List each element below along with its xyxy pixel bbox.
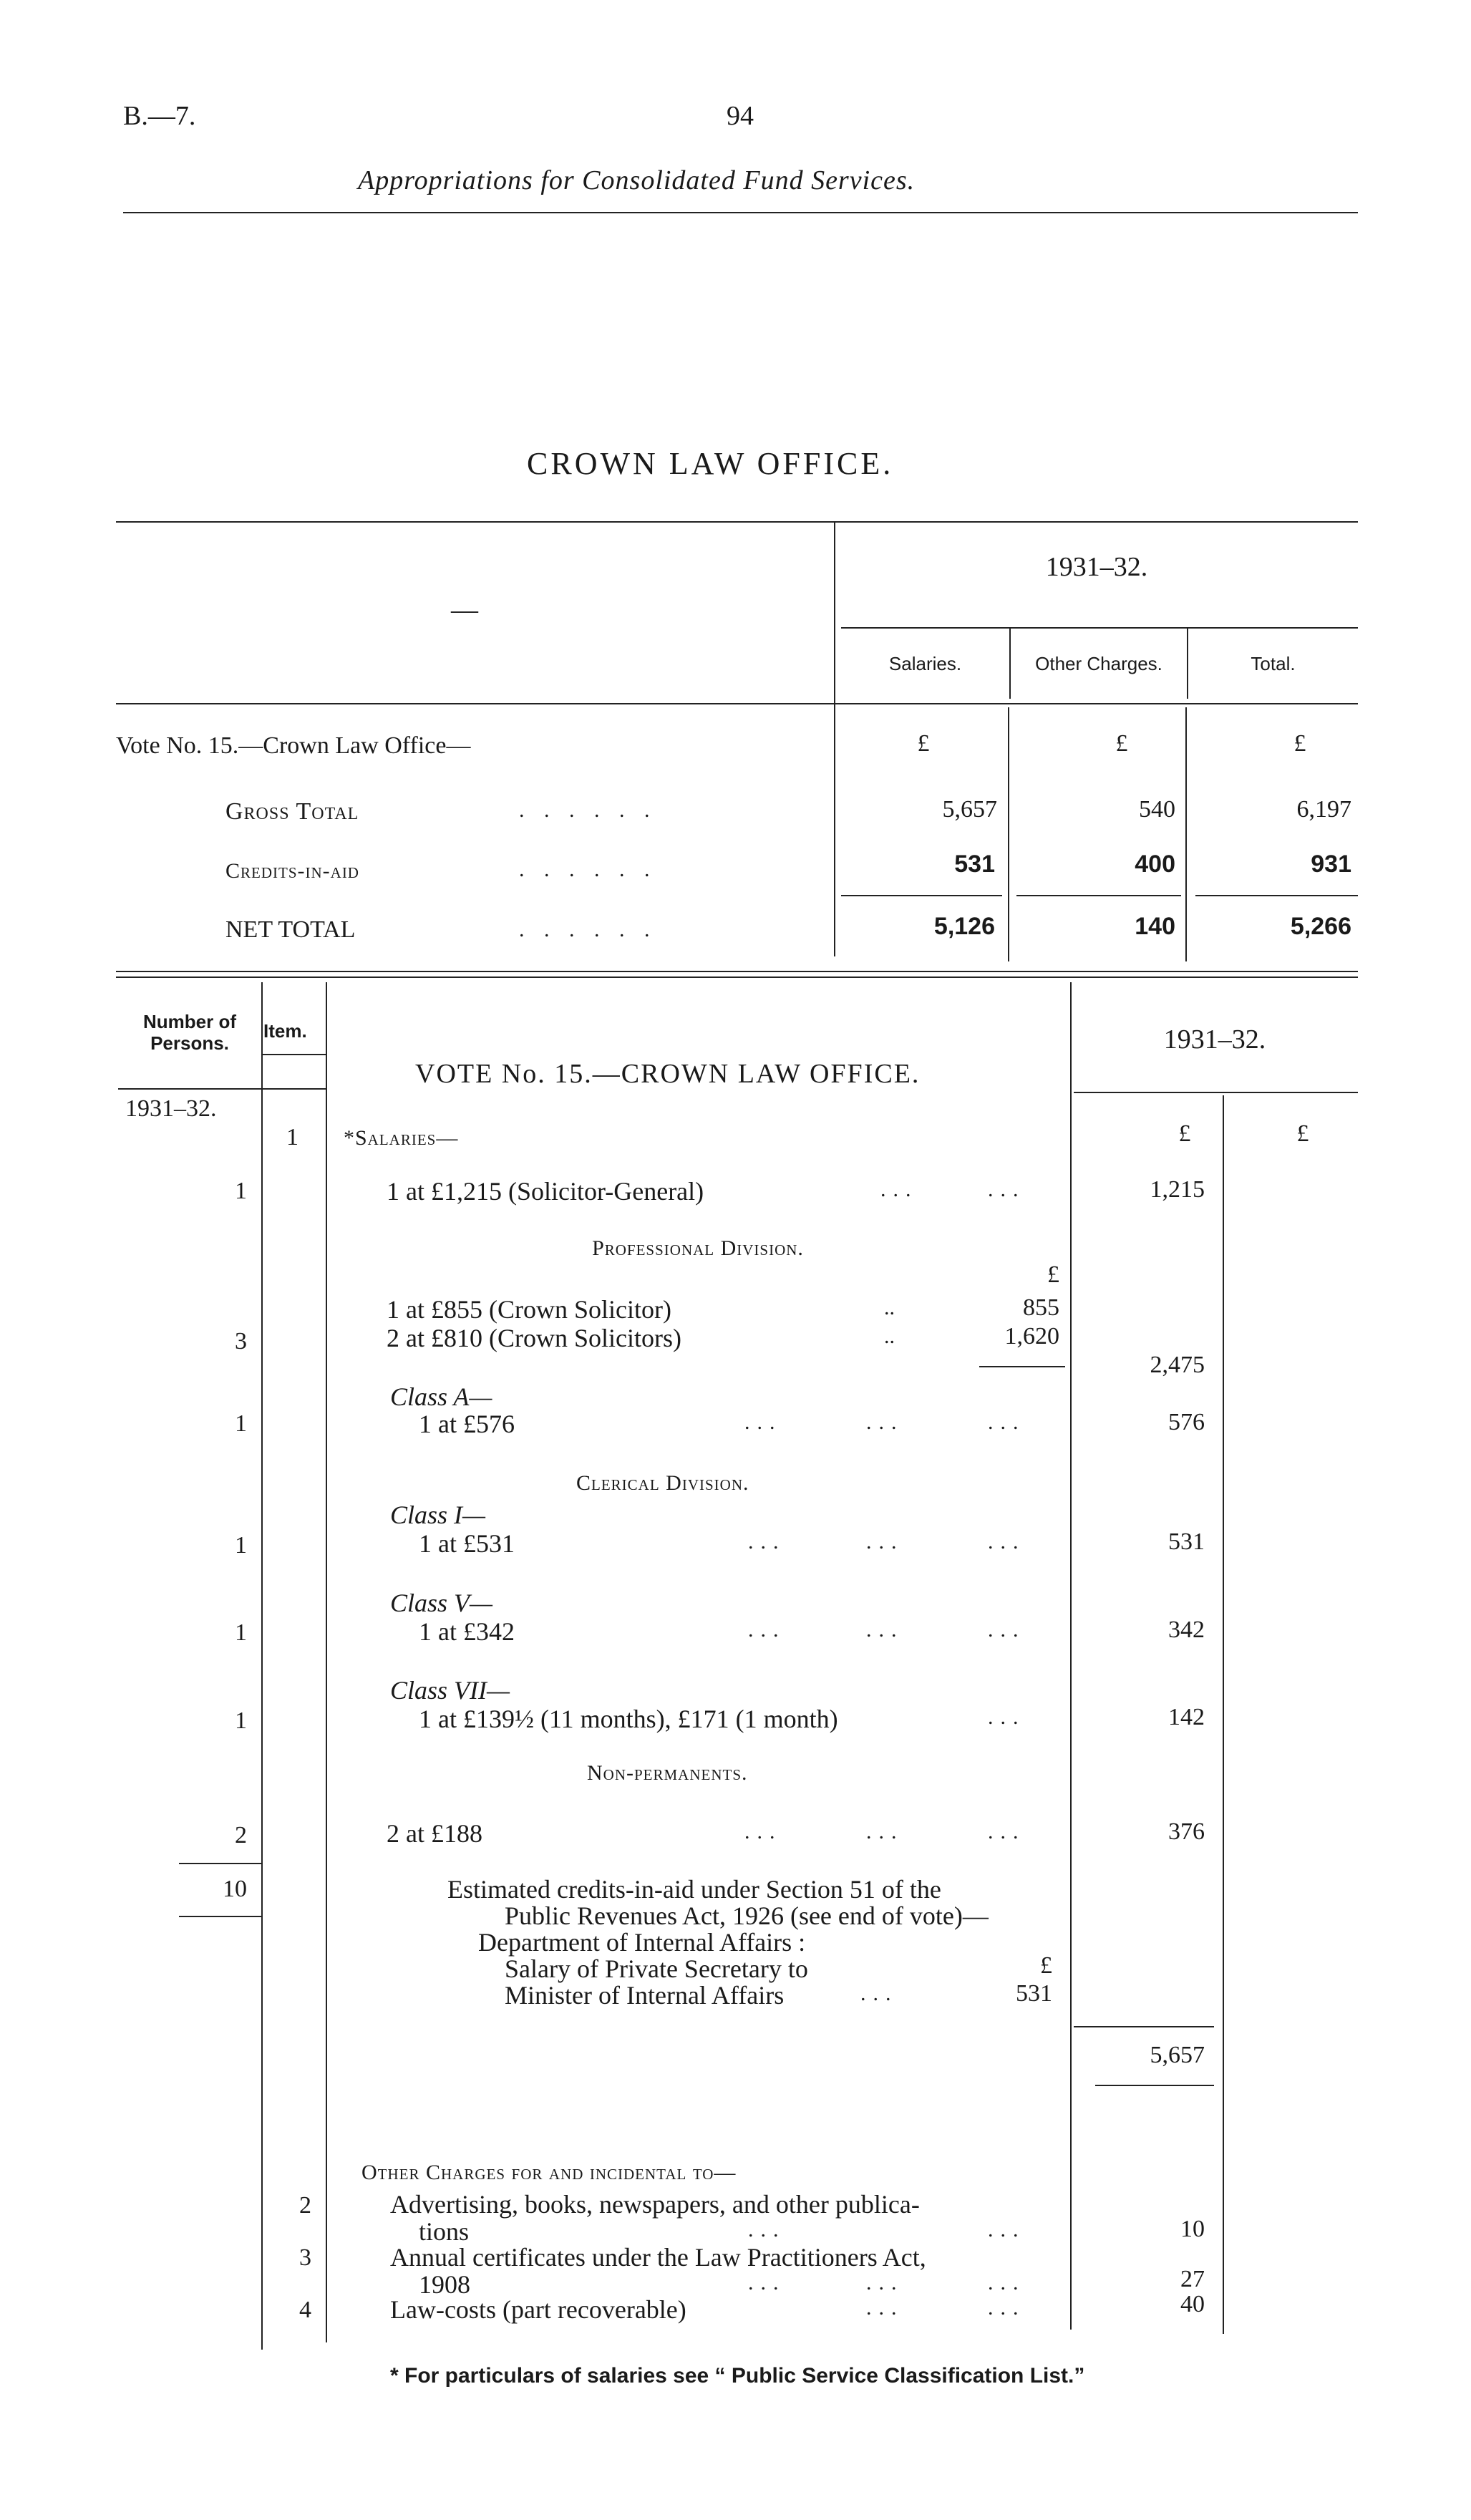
leader-dots: ... bbox=[988, 1705, 1026, 1729]
leader-dots: ... bbox=[988, 2296, 1026, 2320]
other-charges-value: 140 bbox=[1135, 913, 1175, 940]
class-vii-label: Class VII— bbox=[390, 1676, 510, 1705]
persons-count: 1 bbox=[235, 1410, 247, 1437]
leader-dots: ... bbox=[866, 1618, 904, 1642]
item-number: 3 bbox=[299, 2244, 311, 2271]
class-v-label: Class V— bbox=[390, 1589, 493, 1617]
note-line: Salary of Private Secretary to bbox=[505, 1954, 808, 1983]
line-description: 1 at £531 bbox=[419, 1529, 515, 1558]
note-line: Public Revenues Act, 1926 (see end of vote)— bbox=[505, 1901, 989, 1930]
line-amount: 27 bbox=[1180, 2266, 1205, 2292]
line-description: Law-costs (part recoverable) bbox=[390, 2295, 686, 2324]
column-total: Total. bbox=[1251, 653, 1296, 674]
line-amount: 531 bbox=[1168, 1528, 1205, 1555]
leader-dots: ... bbox=[988, 1410, 1026, 1434]
line-amount: 342 bbox=[1168, 1617, 1205, 1643]
line-description: Advertising, books, newspapers, and other publica- bbox=[390, 2190, 920, 2219]
leader-dots: .. bbox=[884, 1296, 895, 1319]
footnote: * For particulars of salaries see “ Public Service Classification List.” bbox=[390, 2364, 1085, 2388]
line-description-continued: 1908 bbox=[419, 2270, 470, 2299]
other-charges-value: 540 bbox=[1139, 796, 1175, 823]
total-value: 5,266 bbox=[1290, 913, 1351, 940]
column-salaries: Salaries. bbox=[888, 653, 962, 674]
row-label: Credits-in-aid bbox=[225, 859, 359, 883]
clerical-division-heading: Clerical Division. bbox=[576, 1471, 749, 1495]
note-line: Estimated credits-in-aid under Section 51 of the bbox=[447, 1875, 941, 1904]
persons-year: 1931–32. bbox=[125, 1095, 217, 1122]
page-number: 94 bbox=[727, 101, 754, 131]
page-subtitle: Appropriations for Consolidated Fund Services. bbox=[358, 165, 916, 195]
detail-year-heading: 1931–32. bbox=[1163, 1024, 1266, 1055]
line-description: 1 at £139½ (11 months), £171 (1 month) bbox=[419, 1705, 838, 1733]
persons-count: 3 bbox=[235, 1328, 247, 1354]
currency-symbol: £ bbox=[1040, 1952, 1052, 1979]
salaries-value: 5,126 bbox=[933, 913, 995, 940]
sub-amount: 855 bbox=[1023, 1294, 1059, 1321]
leader-dots: ... bbox=[866, 1530, 904, 1554]
line-amount: 1,215 bbox=[1150, 1176, 1205, 1203]
header-rule bbox=[123, 212, 1358, 213]
total-value: 931 bbox=[1311, 850, 1351, 878]
salaries-value: 531 bbox=[954, 850, 995, 878]
document-reference: B.—7. bbox=[123, 101, 196, 131]
note-line: Minister of Internal Affairs bbox=[505, 1981, 785, 2010]
currency-symbol: £ bbox=[1115, 730, 1128, 757]
leader-dots: ... bbox=[748, 1530, 786, 1554]
other-charges-value: 400 bbox=[1135, 850, 1175, 878]
line-description: 1 at £342 bbox=[419, 1617, 515, 1646]
other-charges-heading: Other Charges for and incidental to— bbox=[361, 2161, 737, 2184]
leader-dots: ... bbox=[866, 2296, 904, 2320]
persons-count: 1 bbox=[235, 1707, 247, 1734]
class-i-label: Class I— bbox=[390, 1501, 486, 1529]
leader-dots: ... bbox=[988, 1178, 1026, 1201]
salaries-value: 5,657 bbox=[942, 796, 997, 823]
non-permanents-heading: Non-permanents. bbox=[587, 1761, 748, 1785]
total-value: 6,197 bbox=[1296, 796, 1351, 823]
line-description: 1 at £576 bbox=[419, 1410, 515, 1438]
line-description: Annual certificates under the Law Practitioners Act, bbox=[390, 2243, 926, 2272]
office-title: CROWN LAW OFFICE. bbox=[527, 446, 894, 481]
item-number: 2 bbox=[299, 2192, 311, 2219]
salaries-total: 5,657 bbox=[1150, 2042, 1205, 2068]
professional-total: 2,475 bbox=[1150, 1352, 1205, 1378]
persons-count: 1 bbox=[235, 1532, 247, 1559]
persons-total: 10 bbox=[223, 1876, 247, 1902]
leader-dots: ... bbox=[744, 1410, 782, 1434]
leader-dots: ... bbox=[866, 1410, 904, 1434]
leader-dots: ... bbox=[860, 1982, 898, 2005]
leader-dots: .. bbox=[884, 1324, 895, 1348]
currency-symbol: £ bbox=[917, 730, 930, 757]
line-amount: 142 bbox=[1168, 1704, 1205, 1730]
summary-vote-label: Vote No. 15.—Crown Law Office— bbox=[116, 732, 471, 759]
leader-dots: ... bbox=[866, 1820, 904, 1843]
leader-dots: ... bbox=[988, 1618, 1026, 1642]
leader-dots: ... bbox=[744, 1820, 782, 1843]
persons-count: 2 bbox=[235, 1822, 247, 1848]
leader-dots: ... bbox=[988, 1820, 1026, 1843]
currency-symbol: £ bbox=[1293, 730, 1306, 757]
leader-dots: . . . . . . bbox=[519, 798, 657, 822]
line-description: 1 at £855 (Crown Solicitor) bbox=[387, 1295, 671, 1324]
line-amount: 10 bbox=[1180, 2216, 1205, 2242]
class-a-label: Class A— bbox=[390, 1382, 492, 1411]
professional-division-heading: Professional Division. bbox=[592, 1236, 804, 1260]
line-amount: 40 bbox=[1180, 2291, 1205, 2317]
detail-vote-title: VOTE No. 15.—CROWN LAW OFFICE. bbox=[415, 1059, 921, 1089]
line-description: 2 at £188 bbox=[387, 1819, 482, 1848]
credit-amount: 531 bbox=[1016, 1980, 1052, 2007]
line-amount: 376 bbox=[1168, 1818, 1205, 1845]
sub-amount: 1,620 bbox=[1004, 1323, 1059, 1349]
leader-dots: . . . . . . bbox=[519, 858, 657, 881]
persons-count: 1 bbox=[235, 1619, 247, 1646]
line-amount: 576 bbox=[1168, 1409, 1205, 1435]
line-description: 2 at £810 (Crown Solicitors) bbox=[387, 1324, 681, 1352]
leader-dots: ... bbox=[988, 2218, 1026, 2242]
leader-dots: ... bbox=[988, 2271, 1026, 2294]
item-number: 1 bbox=[286, 1124, 298, 1150]
leader-dots: ... bbox=[748, 2218, 786, 2242]
column-item: Item. bbox=[263, 1020, 307, 1042]
item-number: 4 bbox=[299, 2297, 311, 2323]
row-label: NET TOTAL bbox=[225, 916, 356, 943]
column-number-of-persons: Number of Persons. bbox=[143, 1011, 236, 1054]
note-line: Department of Internal Affairs : bbox=[478, 1928, 806, 1957]
line-description: 1 at £1,215 (Solicitor-General) bbox=[387, 1177, 704, 1206]
currency-symbol: £ bbox=[1047, 1261, 1059, 1288]
leader-dots: ... bbox=[866, 2271, 904, 2294]
row-label: Gross Total bbox=[225, 798, 359, 825]
persons-count: 1 bbox=[235, 1178, 247, 1204]
summary-blank-heading: — bbox=[451, 595, 478, 625]
salaries-heading: *Salaries— bbox=[344, 1126, 459, 1150]
summary-year-heading: 1931–32. bbox=[1045, 552, 1148, 582]
leader-dots: . . . . . . bbox=[519, 918, 657, 941]
line-description-continued: tions bbox=[419, 2217, 470, 2246]
column-other-charges: Other Charges. bbox=[1035, 653, 1162, 674]
currency-symbol: £ bbox=[1178, 1120, 1191, 1147]
leader-dots: ... bbox=[748, 2271, 786, 2294]
leader-dots: ... bbox=[748, 1618, 786, 1642]
leader-dots: ... bbox=[880, 1178, 918, 1201]
leader-dots: ... bbox=[988, 1530, 1026, 1554]
currency-symbol: £ bbox=[1296, 1120, 1309, 1147]
